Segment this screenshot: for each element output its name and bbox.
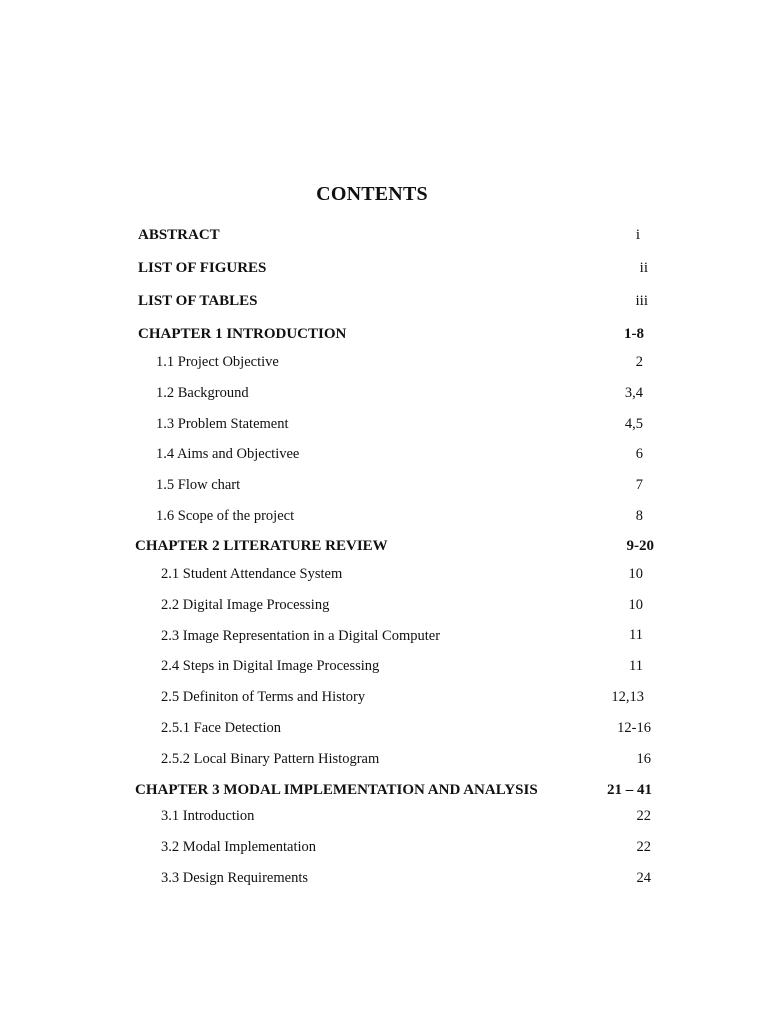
toc-entry-label: 3.1 Introduction	[161, 808, 255, 824]
toc-entry-page: 22	[636, 808, 651, 824]
toc-entry-label: 2.3 Image Representation in a Digital Computer	[161, 628, 441, 644]
toc-entry-label: 1.1 Project Objective	[156, 354, 279, 370]
toc-entry-label: ABSTRACT	[138, 227, 220, 243]
toc-entry-page: 12,13	[611, 689, 644, 705]
toc-entry-label: 1.4 Aims and Objectivee	[156, 446, 300, 462]
toc-entry-label: 1.5 Flow chart	[156, 477, 241, 493]
toc-entry-page: 7	[635, 477, 643, 493]
toc-chapter-page: 1-8	[624, 326, 644, 342]
toc-entry-page: 3,4	[624, 385, 643, 401]
toc-entry-label: LIST OF TABLES	[138, 293, 258, 309]
toc-entry-label: 1.6 Scope of the project	[156, 508, 295, 524]
toc-entry-label: 2.1 Student Attendance System	[161, 566, 343, 582]
toc-entry-page: i	[635, 227, 640, 243]
toc-entry-page: 6	[635, 446, 643, 462]
toc-entry-label: 1.2 Background	[156, 385, 249, 401]
toc-entry-page: 11	[629, 658, 643, 674]
toc-entry-label: 2.5.1 Face Detection	[161, 720, 281, 736]
page-title: CONTENTS	[316, 183, 428, 205]
toc-entry-label: 3.3 Design Requirements	[161, 870, 308, 886]
toc-entry-label: 3.2 Modal Implementation	[161, 839, 317, 855]
toc-entry-page: ii	[639, 260, 648, 276]
toc-entry-label: 2.5.2 Local Binary Pattern Histogram	[161, 751, 380, 767]
toc-entry-page: 10	[628, 566, 643, 582]
toc-entry-label: 2.2 Digital Image Processing	[161, 597, 330, 613]
toc-chapter-page: 21 – 41	[607, 782, 652, 798]
toc-entry-page: 10	[628, 597, 643, 613]
toc-entry-page: 8	[635, 508, 643, 524]
toc-entry-page: iii	[635, 293, 648, 309]
toc-chapter-label: CHAPTER 1 INTRODUCTION	[138, 326, 347, 342]
toc-entry-label: 2.4 Steps in Digital Image Processing	[161, 658, 380, 674]
toc-entry-label: LIST OF FIGURES	[138, 260, 267, 276]
toc-entry-page: 24	[636, 870, 651, 886]
toc-entry-page: 12-16	[617, 720, 651, 736]
toc-entry-page: 2	[635, 354, 643, 370]
toc-chapter-label: CHAPTER 3 MODAL IMPLEMENTATION AND ANALYSIS	[135, 782, 538, 798]
toc-chapter-label: CHAPTER 2 LITERATURE REVIEW	[135, 538, 388, 554]
toc-entry-page: 4,5	[624, 416, 643, 432]
toc-entry-label: 1.3 Problem Statement	[156, 416, 289, 432]
toc-entry-page: 11	[629, 627, 643, 643]
toc-entry-label: 2.5 Definiton of Terms and History	[161, 689, 366, 705]
toc-chapter-page: 9-20	[626, 538, 654, 554]
toc-entry-page: 22	[636, 839, 651, 855]
toc-entry-page: 16	[636, 751, 651, 767]
